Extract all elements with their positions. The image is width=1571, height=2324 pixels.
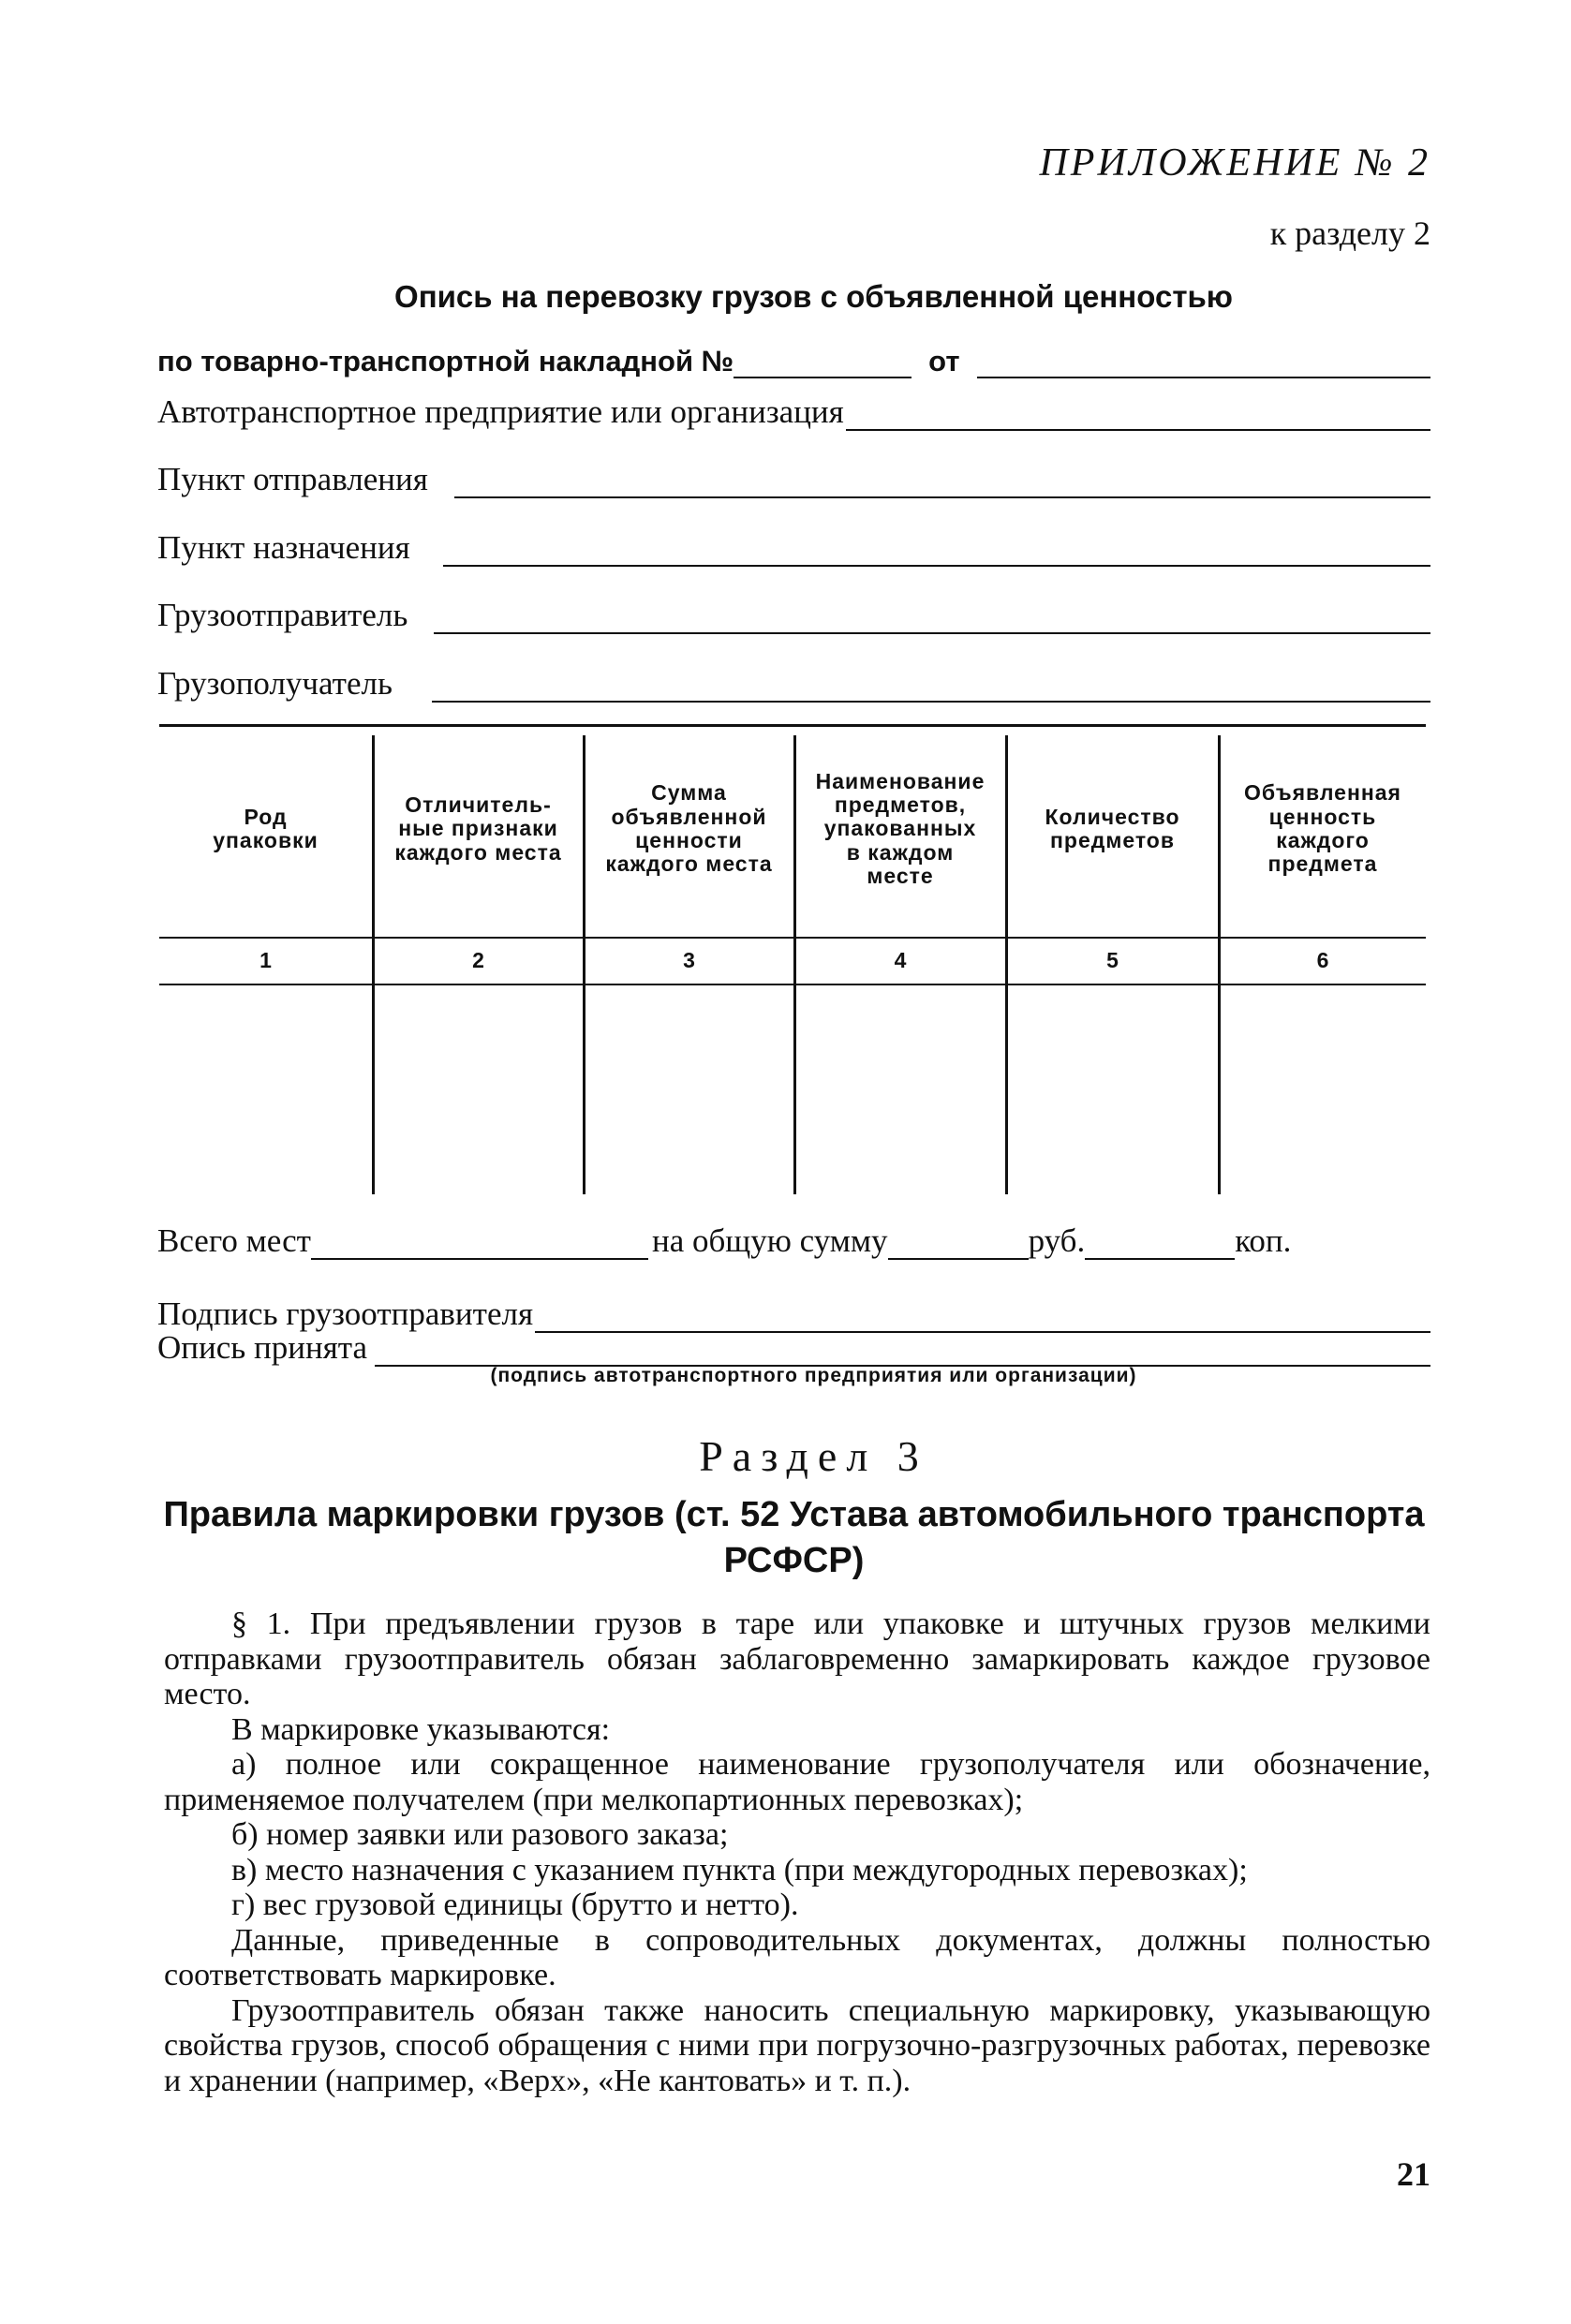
column-number: 5 [1106, 948, 1119, 972]
enterprise-field [157, 393, 1430, 431]
section-heading: Раздел 3 [699, 1432, 928, 1480]
shipper-blank[interactable] [434, 631, 1430, 634]
total-sum-label: на общую сумму [651, 1222, 888, 1259]
section-body [164, 1606, 1430, 2098]
total-places-blank[interactable] [311, 1257, 648, 1260]
paragraph: б) номер заявки или разового заказа; [231, 1817, 729, 1852]
table-top-rule [159, 724, 1426, 727]
shipper-field [157, 597, 1430, 634]
waybill-date-label: от [928, 345, 960, 377]
form-title: Опись на перевозку грузов с объявленной ценностью [394, 279, 1233, 314]
table-header-rule [159, 937, 1426, 939]
accepted-field [157, 1329, 1430, 1367]
paragraph: Грузоотправитель обязан также наносить специальную маркировку, указывающую свойства грузов, способ обращения с ними при погрузочно-разгрузочных работах, перевозке и хранении (например, «Верх», «Не кантовать» и т. п.). [164, 1992, 1430, 2098]
accepted-caption: (подпись автотранспортного предприятия или организации) [490, 1365, 1137, 1386]
table-number-rule [159, 984, 1426, 985]
destination-blank[interactable] [443, 564, 1430, 567]
paragraph: § 1. При предъявлении грузов в таре или упаковке и штучных грузов мелкими отправками грузоотправитель обязан заблаговременно замаркировать каждое грузовое место. [164, 1606, 1430, 1711]
appendix-label: ПРИЛОЖЕНИЕ № 2 [1039, 141, 1430, 185]
paragraph: г) вес грузовой единицы (брутто и нетто). [231, 1887, 799, 1922]
paragraph: В маркировке указываются: [231, 1711, 611, 1747]
enterprise-blank[interactable] [846, 428, 1430, 431]
rub-label: руб. [1028, 1222, 1086, 1259]
column-header-item-value: Объявленная ценность каждого предмета [1244, 780, 1401, 877]
waybill-label: по товарно-транспортной накладной № [157, 345, 734, 377]
total-kop-blank[interactable] [1085, 1257, 1235, 1260]
column-header-quantity: Количество предметов [1045, 804, 1180, 852]
paragraph: а) полное или сокращенное наименование грузополучателя или обозначение, применяемое получателем (при мелкопартионных перевозках); [164, 1747, 1430, 1817]
consignee-label: Грузополучатель [157, 665, 393, 702]
column-number: 6 [1316, 948, 1329, 972]
paragraph: в) место назначения с указанием пункта (при междугородных перевозках); [231, 1852, 1248, 1887]
column-number: 1 [259, 948, 272, 972]
column-number: 3 [683, 948, 695, 972]
kop-label: коп. [1235, 1222, 1292, 1259]
destination-label: Пункт назначения [157, 529, 410, 566]
column-number: 4 [894, 948, 907, 972]
column-header-declared-sum: Сумма объявленной ценности каждого места [605, 780, 773, 877]
total-places-label: Всего мест [157, 1222, 311, 1259]
destination-field [157, 529, 1430, 567]
shipper-label: Грузоотправитель [157, 597, 408, 633]
departure-field [157, 461, 1430, 498]
column-header-packaging: Род упаковки [213, 804, 319, 852]
waybill-field [157, 345, 1430, 378]
consignee-blank[interactable] [432, 700, 1430, 703]
signature-label: Подпись грузоотправителя [157, 1295, 534, 1332]
paragraph: Данные, приведенные в сопроводительных документах, должны полностью соответствовать маркировке. [164, 1922, 1430, 1992]
column-header-features: Отличитель- ные признаки каждого места [394, 792, 562, 865]
consignee-field [157, 665, 1430, 703]
waybill-date-blank[interactable] [977, 376, 1430, 378]
enterprise-label: Автотранспортное предприятие или организация [157, 393, 844, 430]
total-rub-blank[interactable] [888, 1257, 1029, 1260]
appendix-section-ref: к разделу 2 [1269, 215, 1430, 252]
totals-line [157, 1222, 1430, 1260]
accepted-label: Опись принята [157, 1329, 368, 1366]
section-title: Правила маркировки грузов (ст. 52 Устава автомобильного транспорта РСФСР) [163, 1495, 1425, 1580]
page-number: 21 [1397, 2155, 1430, 2193]
column-number: 2 [472, 948, 484, 972]
column-header-item-names: Наименование предметов, упакованных в каждом месте [815, 768, 986, 888]
departure-label: Пункт отправления [157, 461, 428, 497]
signature-field [157, 1295, 1430, 1333]
waybill-number-blank[interactable] [734, 376, 911, 378]
departure-blank[interactable] [454, 496, 1430, 498]
